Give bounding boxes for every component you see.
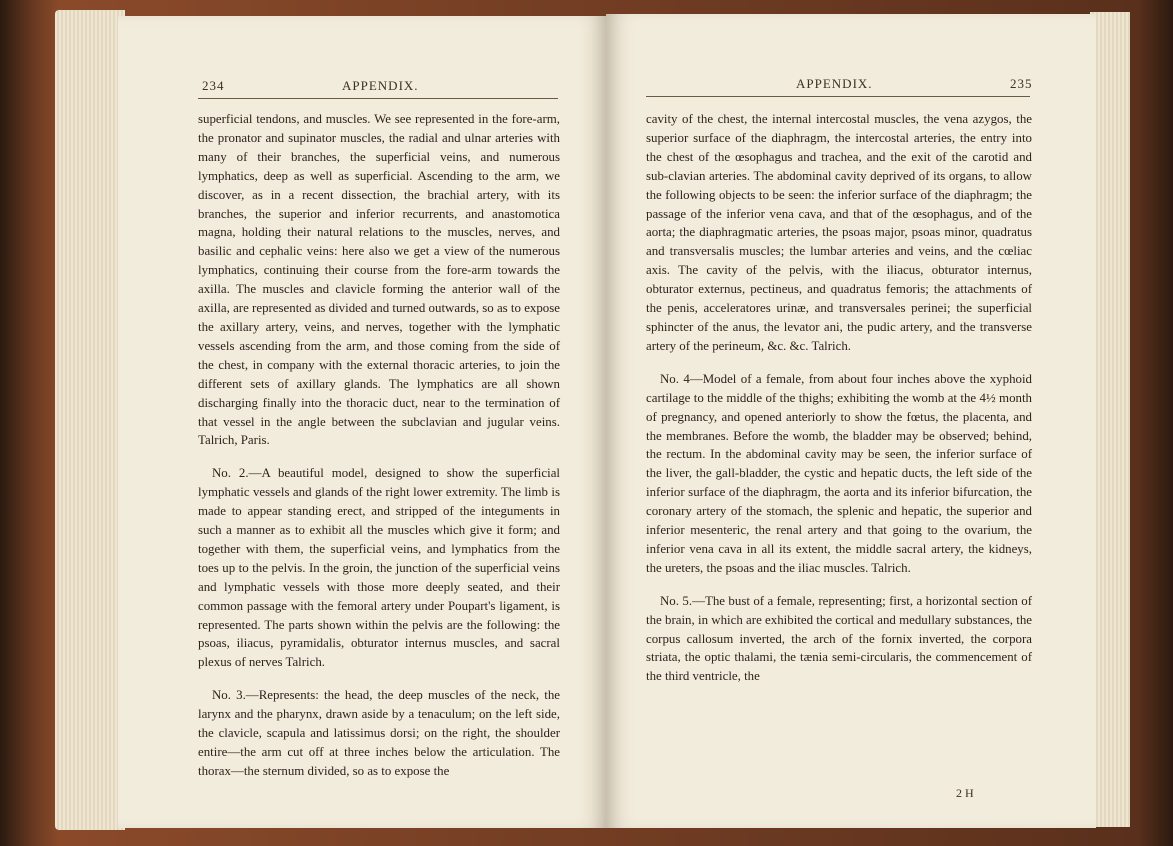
left-running-head: APPENDIX.	[342, 78, 419, 93]
right-paragraph-3: No. 5.—The bust of a female, representing; first, a horizontal section of the brain, in which are exhibited the cortical and medullary substances, the corpus callosum inverted, the arch of the fornix inverted, the corpora striata, the optic thalami, the tænia semi-circularis, the commencement of the third ventricle, the	[646, 593, 1032, 684]
left-header-rule	[198, 98, 558, 99]
page-edges-left	[55, 10, 125, 830]
right-header-rule	[646, 96, 1030, 97]
right-body	[646, 110, 1032, 686]
right-paragraph-1: cavity of the chest, the internal intercostal muscles, the vena azygos, the superior surface of the diaphragm, the intercostal arteries, the entry into the chest of the œsophagus and trachea, and the exit of the carotid and sub-clavian arteries. The abdominal cavity deprived of its organs, to allow the following objects to be seen: the inferior surface of the diaphragm; the passage of the inferior vena cava, and that of the œsophagus, and of the aorta; the diaphragmatic arteries, the psoas major, psoas minor, quadratus and transversalis muscles; the lumbar arteries and veins, and the cœliac axis. The cavity of the pelvis, with the iliacus, obturator internus, obturator externus, pectineus, and quadratus femoris; the attachments of the penis, acceleratores urinæ, and transversales perinei; the superficial sphincter of the anus, the levator ani, the pudic artery, and the transverse artery of the perineum, &c. &c. Talrich.	[646, 112, 1032, 353]
left-page-number: 234	[202, 78, 225, 93]
signature-mark: 2 H	[956, 786, 974, 800]
right-page	[606, 14, 1096, 828]
left-body	[198, 110, 560, 781]
left-paragraph-2: No. 2.—A beautiful model, designed to show the superficial lymphatic vessels and glands of the right lower extremity. The limb is made to appear standing erect, and stripped of the integuments in such a manner as to exhibit all the muscles which give it form; and together with them, the superficial veins, and lymphatics from the toes up to the pelvis. In the groin, the junction of the superficial veins and lymphatic vessels with those more deeply seated, and their common passage with the femoral artery under Poupart's ligament, is represented. The parts shown within the pelvis are the following: the psoas, iliacus, pyramidalis, obturator internus muscles, and sacral plexus of nerves Talrich.	[198, 466, 560, 670]
left-paragraph-3: No. 3.—Represents: the head, the deep muscles of the neck, the larynx and the pharynx, drawn aside by a tenaculum; on the left side, the clavicle, scapula and latissimus dorsi; on the right, the shoulder entire—the arm cut off at three inches below the articulation. The thorax—the sternum divided, so as to expose the	[198, 688, 560, 778]
right-running-head: APPENDIX.	[796, 76, 873, 91]
left-paragraph-1: superficial tendons, and muscles. We see represented in the fore-arm, the pronator and supinator muscles, the radial and ulnar arteries with many of their branches, the superficial veins, and numerous lymphatics, deep as well as superficial. Ascending to the arm, we discover, as in a recent dissection, the brachial artery, with its branches, the superior and inferior recurrents, and anastomotica magna, holding their natural relations to the muscles, nerves, and basilic and cephalic veins: here also we get a view of the numerous lymphatics, continuing their course from the fore-arm towards the axilla. The muscles and clavicle forming the anterior wall of the axilla, are represented as divided and turned outwards, so as to expose the axillary artery, veins, and nerves, together with the lymphatic vessels ascending from the arm, and those coming from the side of the chest, in company with the external thoracic arteries, to join the different sets of axillary glands. The lymphatics are all shown discharging finally into the thoracic duct, near to the termination of that vessel in the angle between the subclavian and jugular veins. Talrich, Paris.	[198, 112, 560, 448]
left-page	[118, 16, 606, 828]
right-page-number: 235	[1010, 76, 1033, 91]
right-paragraph-2: No. 4—Model of a female, from about four inches above the xyphoid cartilage to the middle of the thighs; exhibiting the womb at the 4½ month of pregnancy, and opened anteriorly to show the fœtus, the placenta, and the membranes. Before the womb, the bladder may be observed; behind, the rectum. In the abdominal cavity may be seen, the inferior surface of the liver, the gall-bladder, the cystic and hepatic ducts, the left side of the inferior surface of the diaphragm, the aorta and its inferior bifurcation, the coronary artery of the stomach, the splenic and hepatic, the superior and inferior mesenteric, the renal artery and that going to the ovarium, the inferior vena cava in all its extent, the middle sacral artery, the kidneys, the ureters, the psoas and the iliac muscles. Talrich.	[646, 371, 1032, 575]
page-edges-right	[1090, 12, 1130, 827]
